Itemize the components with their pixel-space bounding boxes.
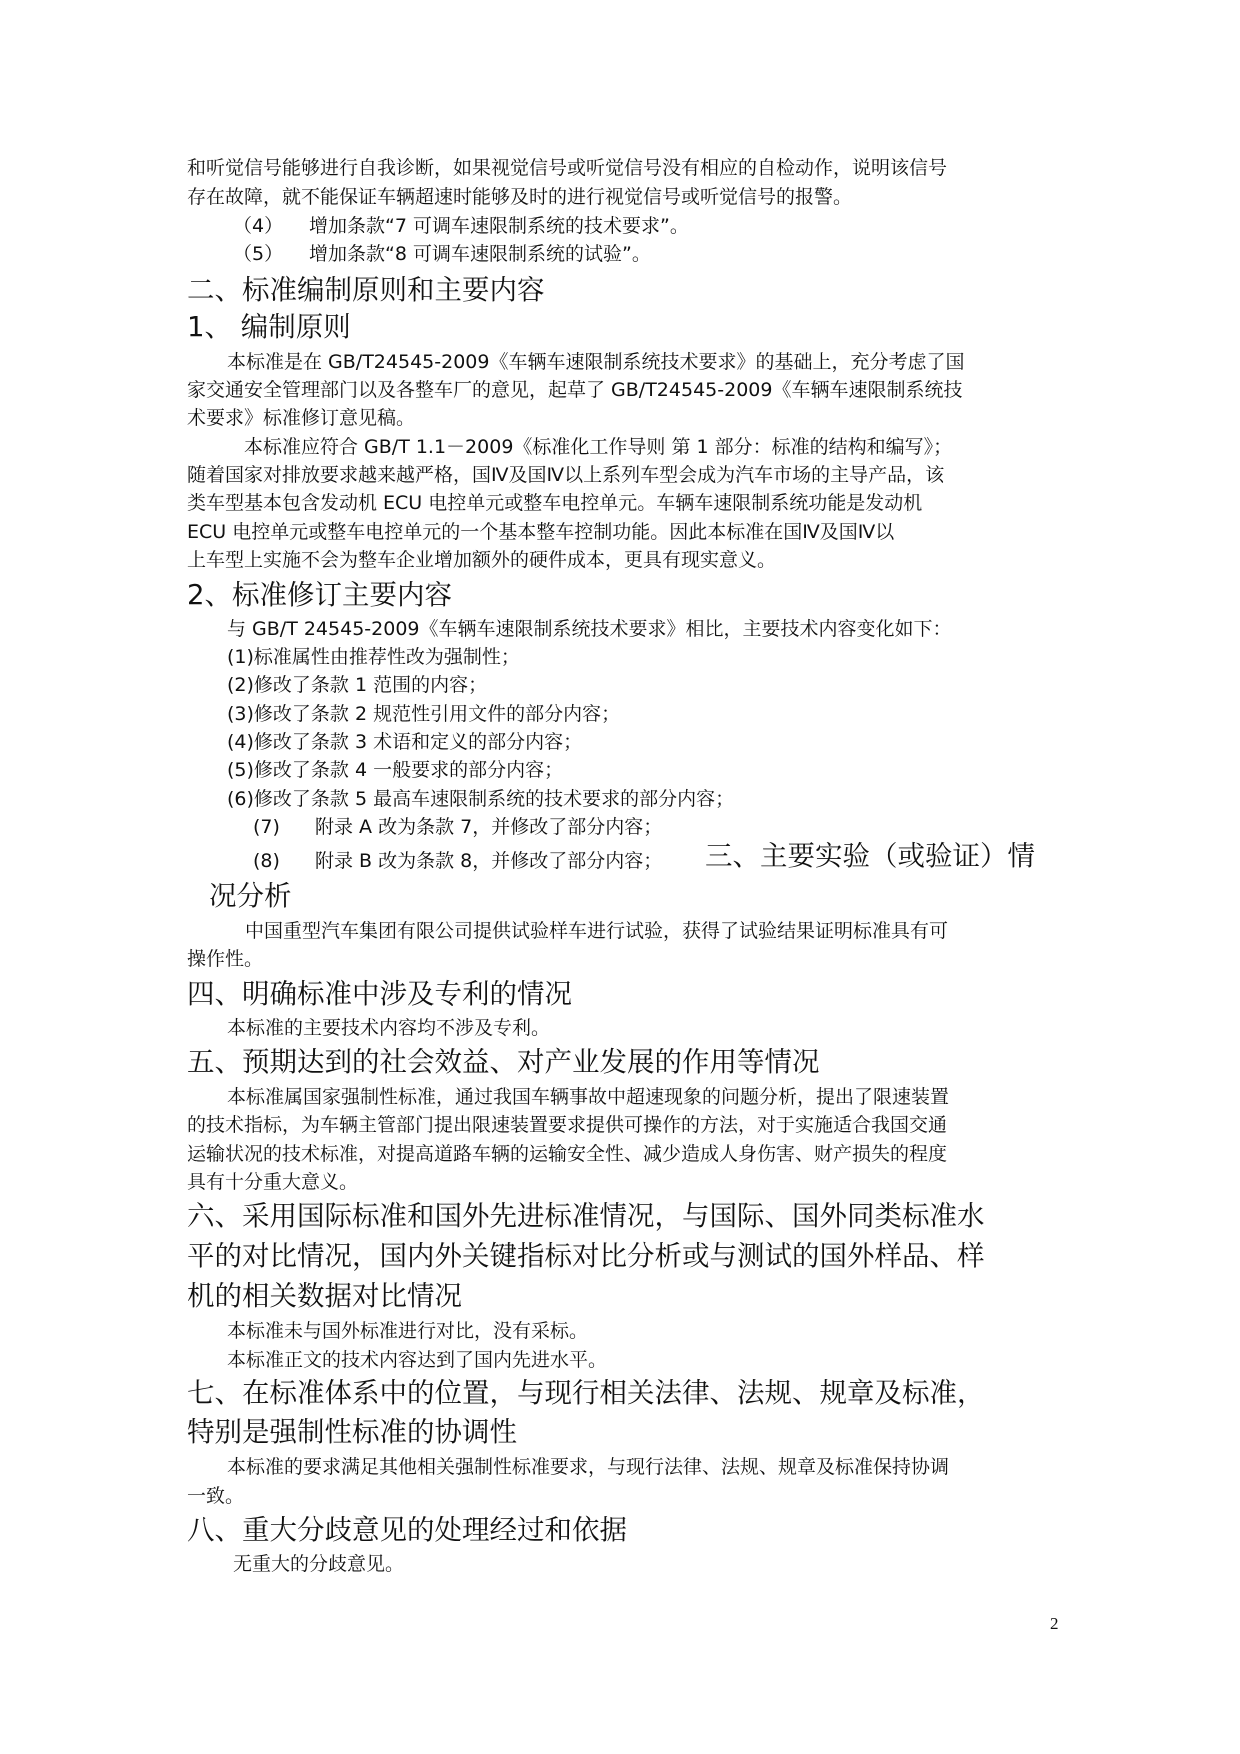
text-line: 操作性。 (187, 948, 264, 970)
text-line: 与 GB/T 24545-2009《车辆车速限制系统技术要求》相比，主要技术内容变化如下： (227, 618, 952, 640)
text-line: 的技术指标，为车辆主管部门提出限速装置要求提供可操作的方法，对于实施适合我国交通 (187, 1114, 948, 1136)
section-heading: 二、标准编制原则和主要内容 (187, 274, 545, 306)
section-heading: 七、在标准体系中的位置，与现行相关法律、法规、规章及标准， (187, 1377, 985, 1409)
text-line: 无重大的分歧意见。 (233, 1553, 405, 1575)
list-number: (7) (253, 816, 280, 838)
section-heading: 特别是强制性标准的协调性 (187, 1416, 517, 1448)
list-item (233, 240, 651, 269)
text-line: 中国重型汽车集团有限公司提供试验样车进行试验，获得了试验结果证明标准具有可 (245, 920, 949, 942)
text-line: 具有十分重大意义。 (187, 1171, 359, 1193)
list-text: 增加条款“7 可调车速限制系统的技术要求”。 (309, 215, 689, 237)
change-item (253, 847, 662, 876)
change-item: (6)修改了条款 5 最高车速限制系统的技术要求的部分内容； (227, 788, 735, 810)
text-line: 随着国家对排放要求越来越严格，国Ⅳ及国Ⅳ以上系列车型会成为汽车市场的主导产品，该 (187, 464, 945, 486)
change-item: (2)修改了条款 1 范围的内容； (227, 674, 488, 696)
text-line: 上车型上实施不会为整车企业增加额外的硬件成本，更具有现实意义。 (187, 549, 777, 571)
subsection-heading: 1、 编制原则 (187, 311, 351, 343)
change-item (253, 813, 662, 842)
text-line: 本标准应符合 GB/T 1.1－2009《标准化工作导则 第 1 部分：标准的结构和编写》； (244, 436, 953, 458)
page-number: 2 (1050, 1614, 1059, 1633)
list-number: (8) (253, 850, 280, 872)
text-line: 本标准正文的技术内容达到了国内先进水平。 (227, 1349, 608, 1371)
text-line: 本标准的主要技术内容均不涉及专利。 (227, 1017, 551, 1039)
section-heading: 况分析 (209, 880, 292, 912)
change-item: (4)修改了条款 3 术语和定义的部分内容； (227, 731, 583, 753)
list-text: 附录 A 改为条款 7，并修改了部分内容； (315, 816, 663, 838)
list-text: 增加条款“8 可调车速限制系统的试验”。 (309, 243, 651, 265)
text-line: 本标准的要求满足其他相关强制性标准要求，与现行法律、法规、规章及标准保持协调 (227, 1456, 950, 1478)
text-line: 本标准未与国外标准进行对比，没有采标。 (227, 1320, 589, 1342)
text-line: 本标准属国家强制性标准，通过我国车辆事故中超速现象的问题分析，提出了限速装置 (227, 1086, 950, 1108)
text-line: 类车型基本包含发动机 ECU 电控单元或整车电控单元。车辆车速限制系统功能是发动机 (187, 492, 923, 514)
text-line: 术要求》标准修订意见稿。 (187, 407, 416, 429)
text-line: 家交通安全管理部门以及各整车厂的意见，起草了 GB/T24545-2009《车辆车速限制系统技 (187, 379, 963, 401)
text-line: ECU 电控单元或整车电控单元的一个基本整车控制功能。因此本标准在国Ⅳ及国Ⅳ以 (187, 521, 895, 543)
change-item: (1)标准属性由推荐性改为强制性； (227, 646, 520, 668)
list-number: （4） (233, 215, 284, 237)
section-heading: 机的相关数据对比情况 (187, 1280, 462, 1312)
section-heading: 五、预期达到的社会效益、对产业发展的作用等情况 (187, 1046, 820, 1078)
section-heading: 八、重大分歧意见的处理经过和依据 (187, 1514, 627, 1546)
list-text: 附录 B 改为条款 8，并修改了部分内容； (315, 850, 663, 872)
section-heading: 三、主要实验（或验证）情 (705, 840, 1035, 872)
text-line: 和听觉信号能够进行自我诊断，如果视觉信号或听觉信号没有相应的自检动作，说明该信号 (187, 157, 948, 179)
change-item: (5)修改了条款 4 一般要求的部分内容； (227, 759, 564, 781)
list-number: （5） (233, 243, 284, 265)
text-line: 存在故障，就不能保证车辆超速时能够及时的进行视觉信号或听觉信号的报警。 (187, 186, 853, 208)
subsection-heading: 2、标准修订主要内容 (187, 579, 452, 611)
text-line: 本标准是在 GB/T24545-2009《车辆车速限制系统技术要求》的基础上，充分考虑了国 (227, 351, 965, 373)
section-heading: 六、采用国际标准和国外先进标准情况，与国际、国外同类标准水 (187, 1200, 985, 1232)
list-item (233, 212, 689, 241)
section-heading: 四、明确标准中涉及专利的情况 (187, 978, 572, 1010)
text-line: 运输状况的技术标准，对提高道路车辆的运输安全性、减少造成人身伤害、财产损失的程度 (187, 1143, 948, 1165)
section-heading: 平的对比情况，国内外关键指标对比分析或与测试的国外样品、样 (187, 1240, 985, 1272)
change-item: (3)修改了条款 2 规范性引用文件的部分内容； (227, 703, 621, 725)
text-line: 一致。 (187, 1485, 245, 1507)
